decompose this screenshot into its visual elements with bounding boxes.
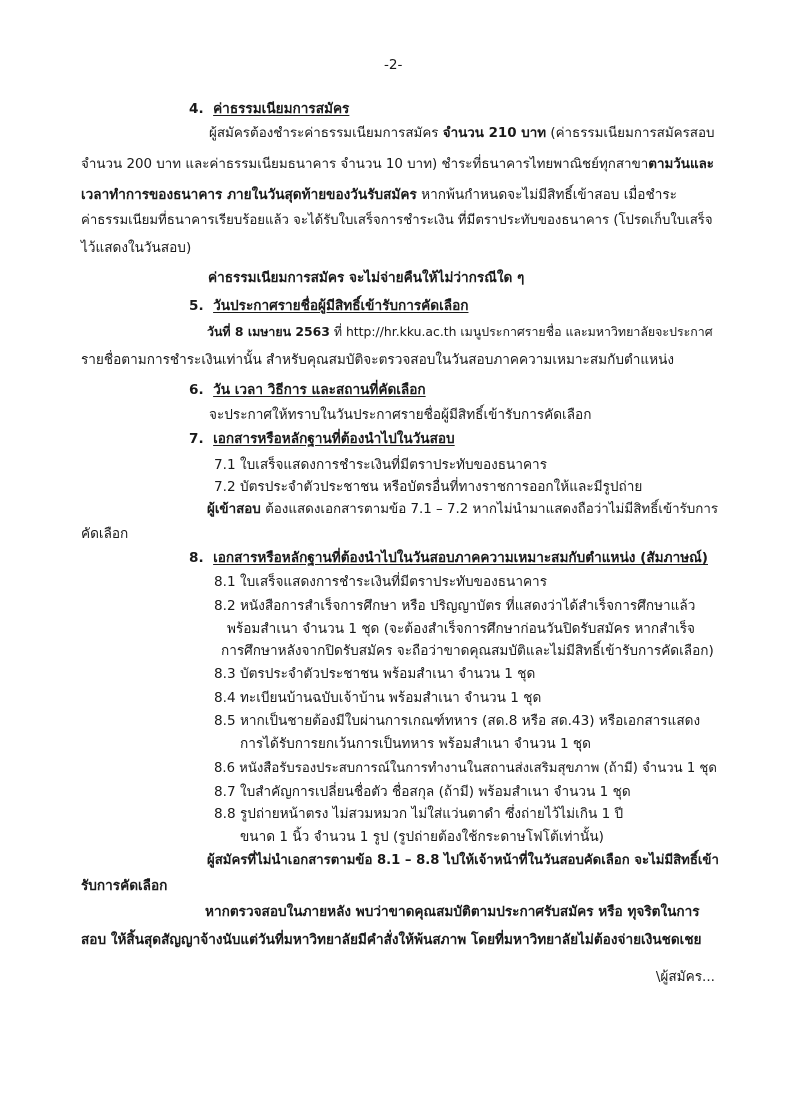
section-7-title: เอกสารหรือหลักฐานที่ต้องนำไปในวันสอบ [213, 431, 455, 447]
section-4-heading [189, 99, 349, 119]
section-5-number: 5. [189, 298, 204, 314]
section-4-line-4: ค่าธรรมเนียมที่ธนาคารเรียบร้อยแล้ว จะได้รับใบเสร็จการชำระเงิน ที่มีตราประทับของธนาคาร (โปรดเก็บใบเสร็จ [81, 213, 713, 228]
s5-text: ที่ http://hr.kku.ac.th เมนูประกาศรายชื่อ และมหาวิทยาลัยจะประกาศ [329, 324, 713, 339]
section-5-title: วันประกาศรายชื่อผู้มีสิทธิ์เข้ารับการคัดเลือก [213, 298, 469, 314]
s7-note-subject: ผู้เข้าสอบ [207, 502, 261, 517]
section-5-line-1 [207, 322, 713, 342]
s4-text: จำนวน 200 บาท และค่าธรรมเนียมธนาคาร จำนวน 10 บาท) ชำระที่ธนาคารไทยพาณิชย์ทุกสาขา [81, 157, 649, 172]
section-4-line-3 [81, 185, 677, 205]
page-number: -2- [384, 57, 403, 73]
section-8-item-8: 8.8 รูปถ่ายหน้าตรง ไม่สวมหมวก ไม่ใส่แว่นตาดำ ซึ่งถ่ายไว้ไม่เกิน 1 ปี [214, 806, 624, 822]
section-8-item-5: 8.5 หากเป็นชายต้องมีใบผ่านการเกณฑ์ทหาร (สด.8 หรือ สด.43) หรือเอกสารแสดง [214, 713, 701, 729]
section-5-line-2: รายชื่อตามการชำระเงินเท่านั้น สำหรับคุณสมบัติจะตรวจสอบในวันสอบภาคความเหมาะสมกับตำแหน่ง [81, 352, 675, 368]
section-8-item-6: 8.6 หนังสือรับรองประสบการณ์ในการทำงานในสถานส่งเสริมสุขภาพ (ถ้ามี) จำนวน 1 ชุด [214, 761, 717, 776]
section-4-number: 4. [189, 101, 204, 117]
section-8-item-5-cont: การได้รับการยกเว้นการเป็นทหาร พร้อมสำเนา จำนวน 1 ชุด [240, 736, 591, 752]
section-8-item-2-cont: การศึกษาหลังจากปิดรับสมัคร จะถือว่าขาดคุณสมบัติและไม่มีสิทธิ์เข้ารับการคัดเลือก) [221, 643, 714, 659]
section-4-line-2 [81, 155, 714, 175]
section-7-item-1: 7.1 ใบเสร็จแสดงการชำระเงินที่มีตราประทับของธนาคาร [214, 457, 547, 473]
s7-note-text: ต้องแสดงเอกสารตามข้อ 7.1 – 7.2 หากไม่นำมาแสดงถือว่าไม่มีสิทธิ์เข้ารับการ [260, 502, 719, 517]
section-4-line-5: ไว้แสดงในวันสอบ) [81, 240, 192, 256]
section-7-note-cont: คัดเลือก [81, 526, 129, 542]
s4-bold-text: ตามวันและ [648, 157, 714, 172]
section-7-number: 7. [189, 431, 204, 447]
section-8-item-7: 8.7 ใบสำคัญการเปลี่ยนชื่อตัว ชื่อสกุล (ถ้ามี) พร้อมสำเนา จำนวน 1 ชุด [214, 784, 631, 800]
section-6-line-1: จะประกาศให้ทราบในวันประกาศรายชื่อผู้มีสิทธิ์เข้ารับการคัดเลือก [209, 407, 592, 423]
s5-date: วันที่ 8 เมษายน 2563 [207, 324, 330, 339]
continuation-marker: \ผู้สมัคร... [655, 969, 715, 985]
s4-text: ผู้สมัครต้องชำระค่าธรรมเนียมการสมัคร [209, 126, 443, 141]
s4-text: (ค่าธรรมเนียมการสมัครสอบ [546, 126, 715, 141]
section-8-number: 8. [189, 550, 204, 566]
section-8-item-1: 8.1 ใบเสร็จแสดงการชำระเงินที่มีตราประทับของธนาคาร [214, 574, 547, 590]
section-8-heading [189, 548, 708, 568]
section-5-heading [189, 296, 468, 316]
s4-fee-amount: จำนวน 210 บาท [442, 126, 547, 141]
section-8-item-4: 8.4 ทะเบียนบ้านฉบับเจ้าบ้าน พร้อมสำเนา จำนวน 1 ชุด [214, 690, 542, 706]
section-8-note-cont: รับการคัดเลือก [81, 878, 168, 894]
section-7-item-2: 7.2 บัตรประจำตัวประชาชน หรือบัตรอื่นที่ทางราชการออกให้และมีรูปถ่าย [214, 479, 643, 495]
section-4-line-1 [209, 124, 715, 144]
section-4-title: ค่าธรรมเนียมการสมัคร [213, 101, 350, 117]
section-8-item-2: 8.2 หนังสือการสำเร็จการศึกษา หรือ ปริญญาบัตร ที่แสดงว่าได้สำเร็จการศึกษาแล้ว [214, 598, 696, 614]
section-8-item-3: 8.3 บัตรประจำตัวประชาชน พร้อมสำเนา จำนวน 1 ชุด [214, 666, 536, 682]
section-4-note: ค่าธรรมเนียมการสมัคร จะไม่จ่ายคืนให้ไม่ว่ากรณีใด ๆ [208, 270, 525, 286]
section-7-heading [189, 429, 455, 449]
closing-line-1: หากตรวจสอบในภายหลัง พบว่าขาดคุณสมบัติตามประกาศรับสมัคร หรือ ทุจริตในการ [205, 904, 700, 920]
section-8-item-8-cont: ขนาด 1 นิ้ว จำนวน 1 รูป (รูปถ่ายต้องใช้กระดาษโฟโต้เท่านั้น) [240, 829, 604, 845]
section-8-note: ผู้สมัครที่ไม่นำเอกสารตามข้อ 8.1 – 8.8 ไปให้เจ้าหน้าที่ในวันสอบคัดเลือก จะไม่มีสิทธิ์เข้า [207, 853, 719, 868]
s4-bold-text: เวลาทำการของธนาคาร ภายในวันสุดท้ายของวันรับสมัคร [81, 187, 417, 203]
section-8-title: เอกสารหรือหลักฐานที่ต้องนำไปในวันสอบภาคความเหมาะสมกับตำแหน่ง (สัมภาษณ์) [213, 550, 708, 566]
section-8-item-2-cont: พร้อมสำเนา จำนวน 1 ชุด (จะต้องสำเร็จการศึกษาก่อนวันปิดรับสมัคร หากสำเร็จ [227, 621, 695, 637]
section-6-heading [189, 380, 426, 400]
section-7-note [207, 500, 718, 520]
section-6-title: วัน เวลา วิธีการ และสถานที่คัดเลือก [213, 382, 426, 398]
s4-text: หากพ้นกำหนดจะไม่มีสิทธิ์เข้าสอบ เมื่อชำระ [416, 187, 677, 203]
section-6-number: 6. [189, 382, 204, 398]
closing-line-2: สอบ ให้สิ้นสุดสัญญาจ้างนับแต่วันที่มหาวิทยาลัยมีคำสั่งให้พ้นสภาพ โดยที่มหาวิทยาลัยไม่ต้องจ่ายเงินชดเชย [81, 932, 702, 948]
